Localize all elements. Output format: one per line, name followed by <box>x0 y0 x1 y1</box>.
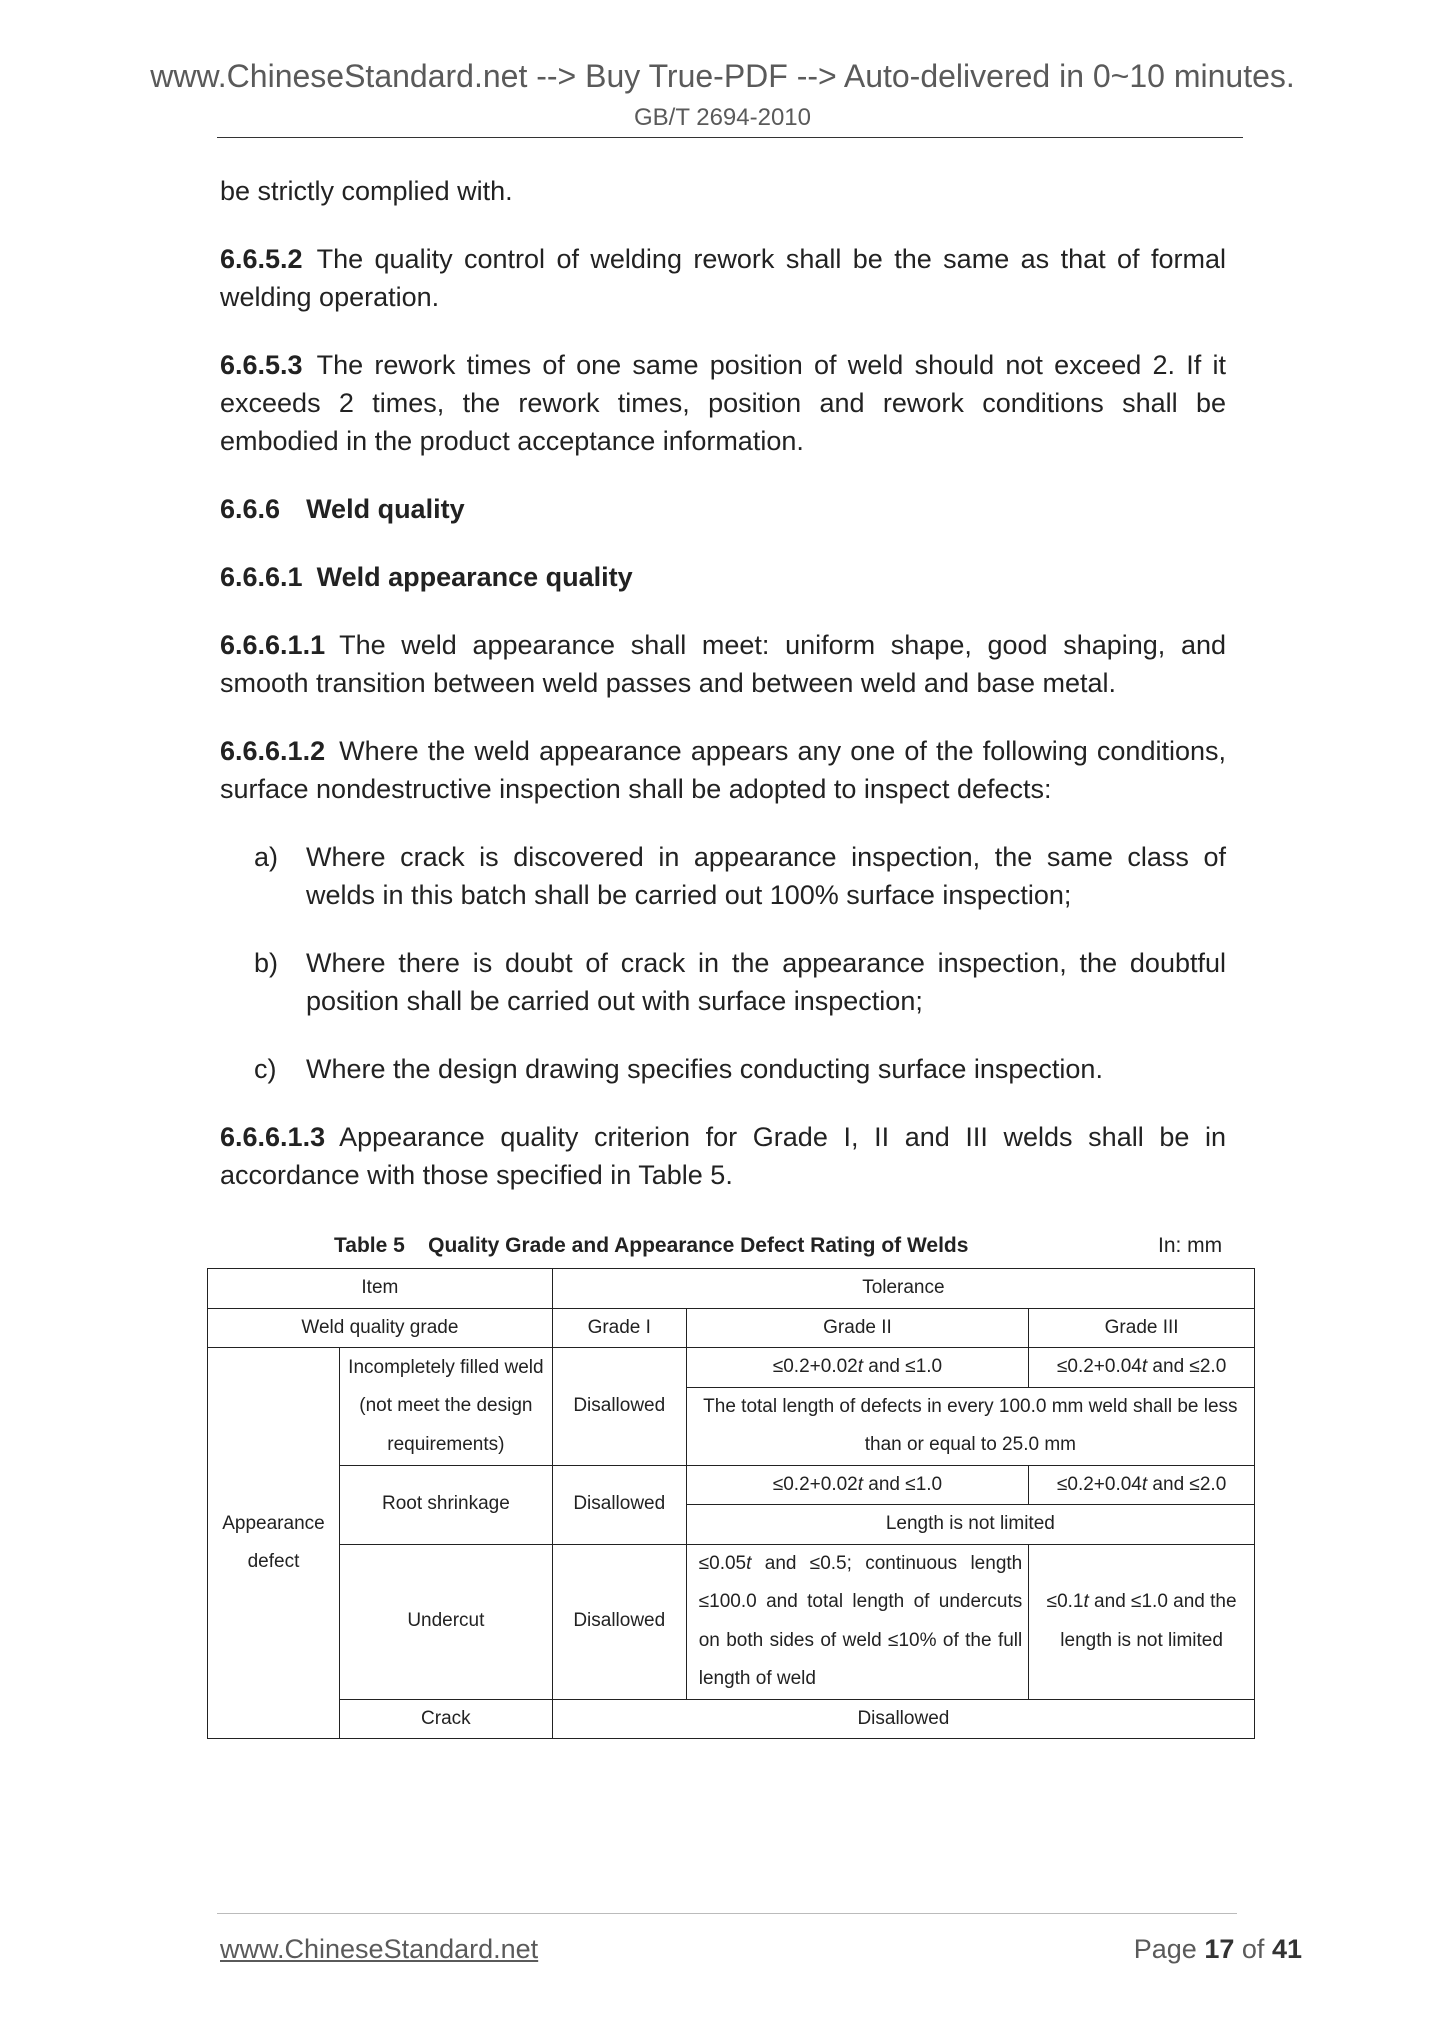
tolerance-prefix: ≤0.2+0.04 <box>1056 1356 1142 1377</box>
item-root-shrinkage: Root shrinkage <box>339 1465 552 1544</box>
clause-text: The quality control of welding rework shall be the same as that of formal welding operation. <box>220 244 1226 312</box>
thickness-symbol: t <box>1141 1356 1148 1377</box>
current-page: 17 <box>1204 1934 1235 1964</box>
tolerance-prefix: ≤0.2+0.02 <box>772 1473 858 1495</box>
table-row <box>208 1348 1255 1388</box>
heading-number: 6.6.6 <box>220 494 281 524</box>
list-marker: a) <box>254 842 279 872</box>
grade1-disallowed: Disallowed <box>552 1544 686 1699</box>
heading-6-6-6-1 <box>220 558 1226 596</box>
list-text: Where crack is discovered in appearance inspection, the same class of welds in this batch shall be carried out 100% surface inspection; <box>306 842 1226 910</box>
grade2-tolerance <box>686 1348 1029 1388</box>
clause-text: The weld appearance shall meet: uniform shape, good shaping, and smooth transition between weld passes and between weld and base metal. <box>220 630 1226 698</box>
clause-6-6-5-2 <box>220 240 1226 316</box>
header-tolerance: Tolerance <box>552 1269 1254 1309</box>
tolerance-prefix: ≤0.2+0.04 <box>1056 1473 1142 1495</box>
item-undercut: Undercut <box>339 1544 552 1699</box>
crack-disallowed: Disallowed <box>552 1699 1254 1739</box>
list-marker: b) <box>254 948 279 978</box>
list-item-b <box>254 944 1226 1020</box>
tolerance-suffix: and ≤1.0 <box>863 1473 943 1495</box>
list-item-a <box>254 838 1226 914</box>
item-crack: Crack <box>339 1699 552 1739</box>
header-banner: www.ChineseStandard.net --> Buy True-PDF --> Auto-delivered in 0~10 minutes. <box>150 58 1295 94</box>
clause-number: 6.6.5.2 <box>220 244 303 274</box>
table-caption: Table 5 Quality Grade and Appearance Defect Rating of Welds <box>334 1234 969 1257</box>
clause-number: 6.6.6.1.3 <box>220 1122 326 1152</box>
item-incompletely-filled: Incompletely filled weld (not meet the design requirements) <box>339 1348 552 1466</box>
category-appearance-defect: Appearance defect <box>208 1348 340 1739</box>
table-row <box>208 1308 1255 1348</box>
tolerance-suffix: and ≤2.0 <box>1147 1473 1227 1495</box>
thickness-symbol: t <box>857 1356 864 1377</box>
length-note: The total length of defects in every 100.0 mm weld shall be less than or equal to 25.0 mm <box>686 1387 1254 1465</box>
table-row <box>208 1465 1255 1505</box>
thickness-symbol: t <box>746 1552 752 1574</box>
paragraph-continuation: be strictly complied with. <box>220 176 513 206</box>
header-grade-1: Grade I <box>552 1308 686 1348</box>
clause-6-6-6-1-2 <box>220 732 1226 808</box>
of-word: of <box>1241 1934 1265 1964</box>
thickness-symbol: t <box>857 1473 864 1495</box>
grade1-disallowed: Disallowed <box>552 1348 686 1466</box>
length-note: Length is not limited <box>686 1505 1254 1545</box>
list-marker: c) <box>254 1054 277 1084</box>
header-item: Item <box>208 1269 553 1309</box>
grade3-tolerance <box>1029 1465 1255 1505</box>
footer-page-number <box>1134 1934 1302 1965</box>
heading-text: Weld quality <box>306 494 465 524</box>
tolerance-suffix: and ≤1.0 <box>863 1356 943 1377</box>
clause-text: Where the weld appearance appears any one of the following conditions, surface nondestructive inspection shall be adopted to inspect defects: <box>220 736 1226 804</box>
thickness-symbol: t <box>1083 1591 1089 1612</box>
header-grade-3: Grade III <box>1029 1308 1255 1348</box>
clause-text: The rework times of one same position of weld should not exceed 2. If it exceeds 2 times, the rework times, position and rework conditions shall be embodied in the product acceptance information. <box>220 350 1226 456</box>
tolerance-suffix: and ≤2.0 <box>1147 1356 1227 1377</box>
footer-site-link[interactable]: www.ChineseStandard.net <box>220 1934 539 1964</box>
total-pages: 41 <box>1271 1934 1302 1964</box>
tolerance-suffix: and ≤0.5; continuous length ≤100.0 and total length of undercuts on both sides of weld ≤10% of the full length of weld <box>698 1552 1023 1689</box>
grade3-tolerance <box>1029 1544 1255 1699</box>
grade1-disallowed: Disallowed <box>552 1465 686 1544</box>
heading-number: 6.6.6.1 <box>220 562 303 592</box>
table-row <box>208 1699 1255 1739</box>
table-5 <box>207 1268 1255 1739</box>
header-grade-label: Weld quality grade <box>208 1308 553 1348</box>
clause-number: 6.6.6.1.1 <box>220 630 326 660</box>
footer-divider <box>217 1913 1237 1914</box>
clause-number: 6.6.6.1.2 <box>220 736 326 766</box>
table-unit: In: mm <box>1158 1234 1223 1257</box>
clause-number: 6.6.5.3 <box>220 350 303 380</box>
page-word: Page <box>1133 1934 1197 1964</box>
tolerance-prefix: ≤0.05 <box>698 1552 747 1574</box>
grade2-tolerance <box>686 1544 1029 1699</box>
heading-6-6-6 <box>220 490 1226 528</box>
header-standard-number: GB/T 2694-2010 <box>633 104 811 131</box>
heading-text: Weld appearance quality <box>316 562 633 592</box>
grade2-tolerance <box>686 1465 1029 1505</box>
list-text: Where the design drawing specifies conducting surface inspection. <box>306 1054 1103 1084</box>
clause-6-6-5-3 <box>220 346 1226 460</box>
list-text: Where there is doubt of crack in the appearance inspection, the doubtful position shall be carried out with surface inspection; <box>306 948 1226 1016</box>
document-body <box>220 172 1226 1224</box>
header-divider <box>217 137 1243 138</box>
table-row <box>208 1269 1255 1309</box>
header-grade-2: Grade II <box>686 1308 1029 1348</box>
grade3-tolerance <box>1029 1348 1255 1388</box>
clause-6-6-6-1-3 <box>220 1118 1226 1194</box>
tolerance-suffix: and ≤1.0 and the length is not limited <box>1060 1591 1237 1651</box>
list-item-c <box>254 1050 1226 1088</box>
tolerance-prefix: ≤0.2+0.02 <box>772 1356 858 1377</box>
clause-6-6-6-1-1 <box>220 626 1226 702</box>
thickness-symbol: t <box>1141 1473 1148 1495</box>
tolerance-prefix: ≤0.1 <box>1046 1591 1084 1612</box>
clause-text: Appearance quality criterion for Grade I, II and III welds shall be in accordance with those specified in Table 5. <box>220 1122 1226 1190</box>
